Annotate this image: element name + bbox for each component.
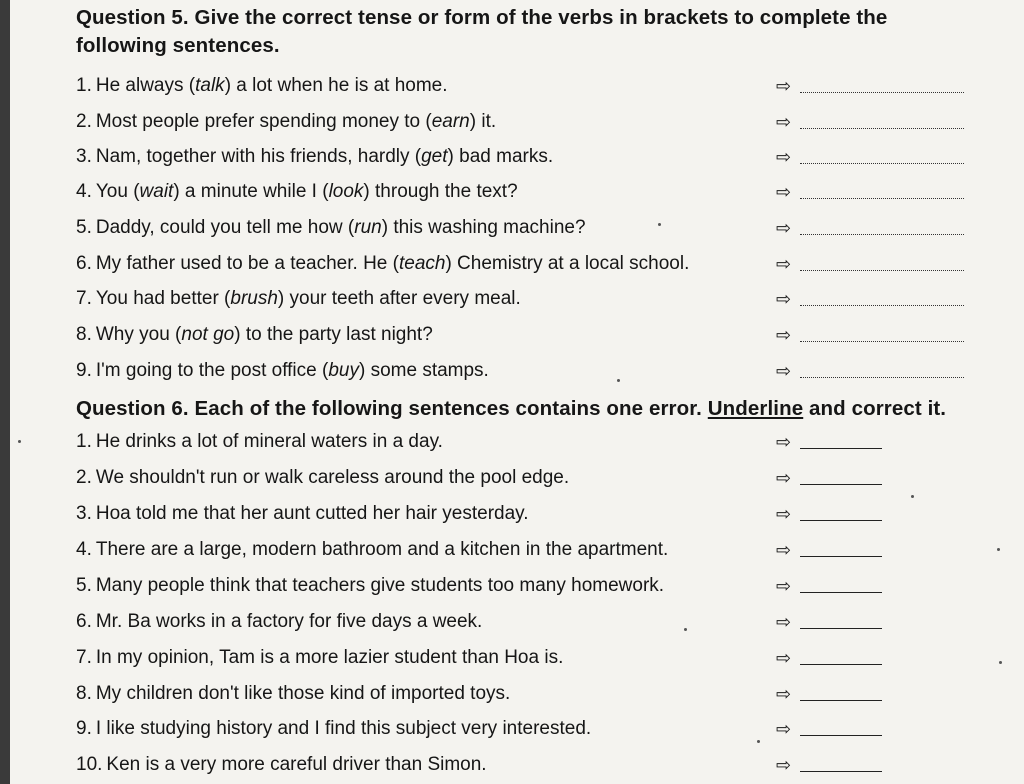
- arrow-icon: ⇨: [776, 684, 792, 704]
- scan-speck: [911, 495, 914, 498]
- q6-item-2: 2. We shouldn't run or walk careless around the pool edge.: [76, 467, 570, 488]
- scan-speck: [999, 661, 1002, 664]
- scan-speck: [757, 740, 760, 743]
- q6-answer-2[interactable]: [776, 468, 886, 488]
- q5-answer-8[interactable]: [776, 325, 966, 345]
- q6-answer-5[interactable]: [776, 576, 886, 596]
- question-5-heading: Question 5. Give the correct tense or form of the verbs in brackets to complete the following sentences.: [76, 6, 888, 57]
- arrow-icon: ⇨: [776, 182, 792, 202]
- q5-item-8: 8. Why you (not go) to the party last night?: [76, 324, 433, 345]
- q5-answer-5[interactable]: [776, 218, 966, 238]
- arrow-icon: ⇨: [776, 468, 792, 488]
- q6-item-1: 1. He drinks a lot of mineral waters in a day.: [76, 431, 443, 452]
- arrow-icon: ⇨: [776, 361, 792, 381]
- arrow-icon: ⇨: [776, 254, 792, 274]
- q6-item-3: 3. Hoa told me that her aunt cutted her hair yesterday.: [76, 503, 529, 524]
- q5-item-5: 5. Daddy, could you tell me how (run) this washing machine?: [76, 217, 586, 238]
- q5-answer-4[interactable]: [776, 182, 966, 202]
- arrow-icon: ⇨: [776, 147, 792, 167]
- q6-answer-7[interactable]: [776, 648, 886, 668]
- arrow-icon: ⇨: [776, 719, 792, 739]
- arrow-icon: ⇨: [776, 648, 792, 668]
- scan-speck: [658, 223, 661, 226]
- q5-answer-3[interactable]: [776, 147, 966, 167]
- q6-item-9: 9. I like studying history and I find this subject very interested.: [76, 718, 592, 739]
- arrow-icon: ⇨: [776, 755, 792, 775]
- q5-answer-9[interactable]: [776, 361, 966, 381]
- q6-answer-9[interactable]: [776, 719, 886, 739]
- arrow-icon: ⇨: [776, 76, 792, 96]
- q5-answer-6[interactable]: [776, 254, 966, 274]
- arrow-icon: ⇨: [776, 576, 792, 596]
- scan-speck: [684, 628, 687, 631]
- scan-edge-shadow: [0, 0, 10, 784]
- q6-item-8: 8. My children don't like those kind of imported toys.: [76, 683, 511, 704]
- arrow-icon: ⇨: [776, 112, 792, 132]
- q6-item-10: 10. Ken is a very more careful driver than Simon.: [76, 754, 487, 775]
- q6-answer-4[interactable]: [776, 540, 886, 560]
- q5-item-1: 1. He always (talk) a lot when he is at home.: [76, 75, 448, 96]
- q6-item-7: 7. In my opinion, Tam is a more lazier student than Hoa is.: [76, 647, 564, 668]
- q6-item-5: 5. Many people think that teachers give students too many homework.: [76, 575, 665, 596]
- q5-item-3: 3. Nam, together with his friends, hardly (get) bad marks.: [76, 146, 554, 167]
- q5-item-7: 7. You had better (brush) your teeth after every meal.: [76, 288, 521, 309]
- q5-item-9: 9. I'm going to the post office (buy) some stamps.: [76, 360, 489, 381]
- q5-item-4: 4. You (wait) a minute while I (look) through the text?: [76, 181, 518, 202]
- q6-answer-8[interactable]: [776, 684, 886, 704]
- scan-speck: [18, 440, 21, 443]
- q6-answer-3[interactable]: [776, 504, 886, 524]
- arrow-icon: ⇨: [776, 540, 792, 560]
- question-6-heading: Question 6. Each of the following sentences contains one error. Underline and correct it.: [76, 397, 947, 420]
- arrow-icon: ⇨: [776, 432, 792, 452]
- q5-answer-7[interactable]: [776, 289, 966, 309]
- q6-answer-1[interactable]: [776, 432, 886, 452]
- arrow-icon: ⇨: [776, 218, 792, 238]
- q6-answer-10[interactable]: [776, 755, 886, 775]
- scan-speck: [997, 548, 1000, 551]
- q5-item-2: 2. Most people prefer spending money to (earn) it.: [76, 111, 497, 132]
- q6-answer-6[interactable]: [776, 612, 886, 632]
- q5-item-6: 6. My father used to be a teacher. He (teach) Chemistry at a local school.: [76, 253, 690, 274]
- q5-answer-2[interactable]: [776, 112, 966, 132]
- q6-item-6: 6. Mr. Ba works in a factory for five days a week.: [76, 611, 483, 632]
- q5-answer-1[interactable]: [776, 76, 966, 96]
- q6-item-4: 4. There are a large, modern bathroom and a kitchen in the apartment.: [76, 539, 669, 560]
- arrow-icon: ⇨: [776, 289, 792, 309]
- arrow-icon: ⇨: [776, 504, 792, 524]
- arrow-icon: ⇨: [776, 612, 792, 632]
- arrow-icon: ⇨: [776, 325, 792, 345]
- scan-speck: [617, 379, 620, 382]
